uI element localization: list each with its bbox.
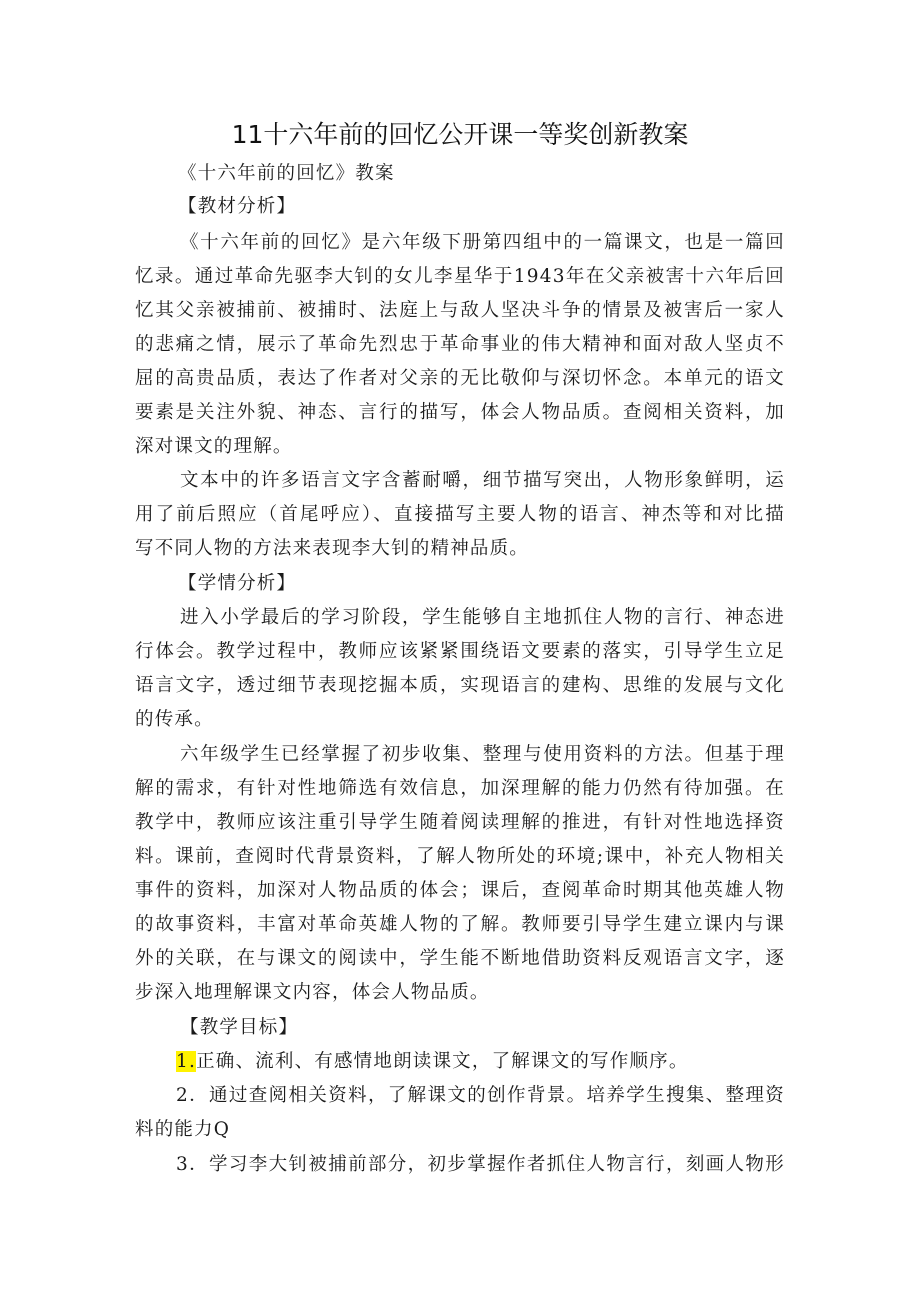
subtitle: 《十六年前的回忆》教案 (178, 163, 395, 184)
paragraph-line: 解的需求，有针对性地筛选有效信息，加深理解的能力仍然有待加强。在 (135, 778, 785, 799)
paragraph-line: 深对课文的理解。 (135, 436, 293, 457)
goal-1-text: 正确、流利、有感情地朗读课文，了解课文的写作顺序。 (196, 1051, 689, 1072)
paragraph-line: 忆录。通过革命先驱李大钊的女儿李星华于1943年在父亲被害十六年后回 (135, 266, 785, 287)
goal-1 (176, 1050, 689, 1074)
paragraph-line: 料。课前，查阅时代背景资料，了解人物所处的环境;课中，补充人物相关 (135, 846, 785, 867)
paragraph-line: 用了前后照应（首尾呼应）、直接描写主要人物的语言、神杰等和对比描 (135, 504, 785, 525)
paragraph-line: 的故事资料，丰富对革命英雄人物的了解。教师要引导学生建立课内与课 (135, 914, 785, 935)
paragraph-line: 要素是关注外貌、神态、言行的描写，体会人物品质。查阅相关资料，加 (135, 402, 785, 423)
paragraph-line: 的传承。 (135, 709, 214, 730)
paragraph-line: 教学中，教师应该注重引导学生随着阅读理解的推进，有针对性地选择资 (135, 812, 785, 833)
paragraph-line: 的悲痛之情，展示了革命先烈忠于革命事业的伟大精神和面对敌人坚贞不 (135, 334, 785, 355)
paragraph-line: 语言文字，透过细节表现挖掘本质，实现语言的建构、思维的发展与文化 (135, 675, 785, 696)
paragraph-line: 《十六年前的回忆》是六年级下册第四组中的一篇课文，也是一篇回 (180, 232, 785, 253)
paragraph-line: 写不同人物的方法来表现李大钊的精神品质。 (135, 538, 530, 559)
document-title: 11十六年前的回忆公开课一等奖创新教案 (231, 120, 689, 149)
heading-textbook-analysis: 【教材分析】 (178, 196, 297, 217)
heading-student-analysis: 【学情分析】 (178, 573, 297, 594)
goal-2-line: 料的能力Q (135, 1119, 231, 1140)
paragraph-line: 外的关联，在与课文的阅读中，学生能不断地借助资料反观语言文字，逐 (135, 948, 785, 969)
paragraph-line: 进入小学最后的学习阶段，学生能够自主地抓住人物的言行、神态进 (180, 607, 785, 628)
goal-1-number-highlight: 1. (176, 1051, 197, 1072)
goal-2-line: 2．通过查阅相关资料，了解课文的创作背景。培养学生搜集、整理资 (176, 1085, 785, 1106)
heading-teaching-goals: 【教学目标】 (180, 1017, 299, 1038)
paragraph-line: 行体会。教学过程中，教师应该紧紧围绕语文要素的落实，引导学生立足 (135, 641, 785, 662)
paragraph-line: 步深入地理解课文内容，体会人物品质。 (135, 982, 490, 1003)
goal-3-line: 3．学习李大钊被捕前部分，初步掌握作者抓住人物言行，刻画人物形 (176, 1154, 785, 1175)
paragraph-line: 事件的资料，加深对人物品质的体会；课后，查阅革命时期其他英雄人物 (135, 880, 785, 901)
paragraph-line: 文本中的许多语言文字含蓄耐嚼，细节描写突出，人物形象鲜明，运 (180, 470, 785, 491)
paragraph-line: 六年级学生已经掌握了初步收集、整理与使用资料的方法。但基于理 (180, 744, 785, 765)
paragraph-line: 屈的高贵品质，表达了作者对父亲的无比敬仰与深切怀念。本单元的语文 (135, 368, 785, 389)
paragraph-line: 忆其父亲被捕前、被捕时、法庭上与敌人坚决斗争的情景及被害后一家人 (135, 300, 785, 321)
